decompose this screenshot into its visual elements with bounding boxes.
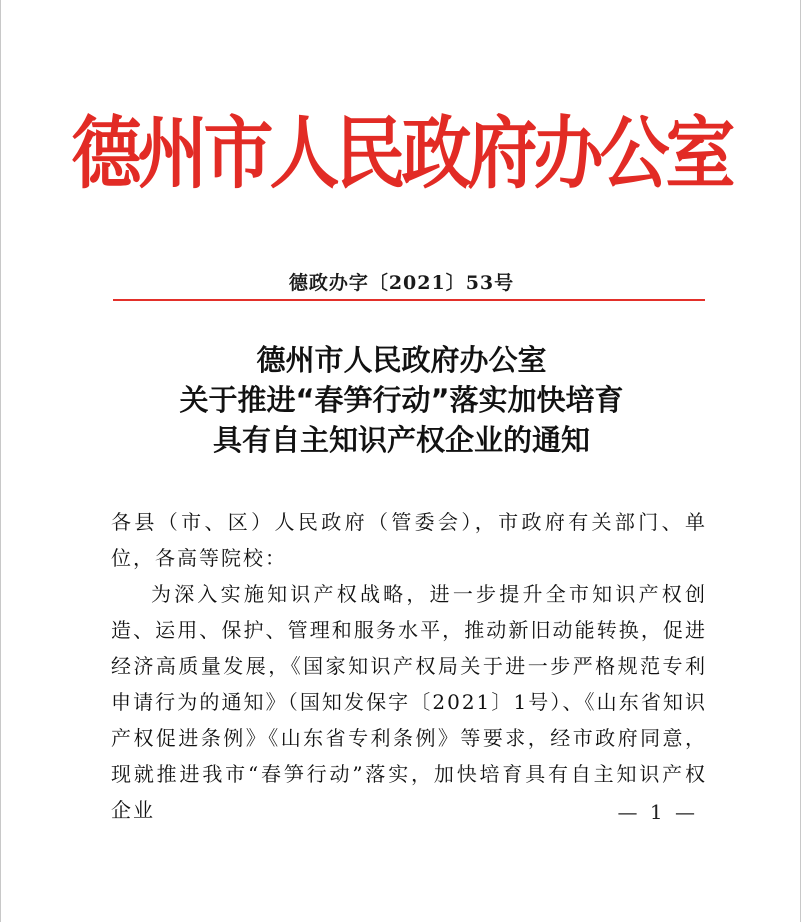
body-paragraph-1: 为深入实施知识产权战略，进一步提升全市知识产权创造、运用、保护、管理和服务水平，推动新旧动能转换，促进经济高质量发展，《国家知识产权局关于进一步严格规范专利申请行为的通知》（国知发保字〔2021〕1号）、《山东省知识产权促进条例》《山东省专利条例》等要求，经市政府同意，现就推进我市“春笋行动”落实，加快培育具有自主知识产权企业: [111, 582, 707, 822]
page-number: — 1 —: [617, 800, 698, 824]
title-line-3: 具有自主知识产权企业的通知: [212, 423, 590, 457]
document-title: [1, 340, 801, 460]
salutation: 各县（市、区）人民政府（管委会），市政府有关部门、单位，各高等院校：: [111, 510, 707, 570]
document-number: 德政办字〔2021〕53号: [288, 272, 515, 294]
title-line-1: 德州市人民政府办公室: [256, 343, 547, 377]
title-line-2: 关于推进“春笋行动”落实加快培育: [179, 383, 624, 417]
document-body: [111, 504, 707, 828]
issuing-authority-masthead: 德州市人民政府办公室: [71, 106, 732, 200]
red-separator-line: [113, 299, 705, 301]
